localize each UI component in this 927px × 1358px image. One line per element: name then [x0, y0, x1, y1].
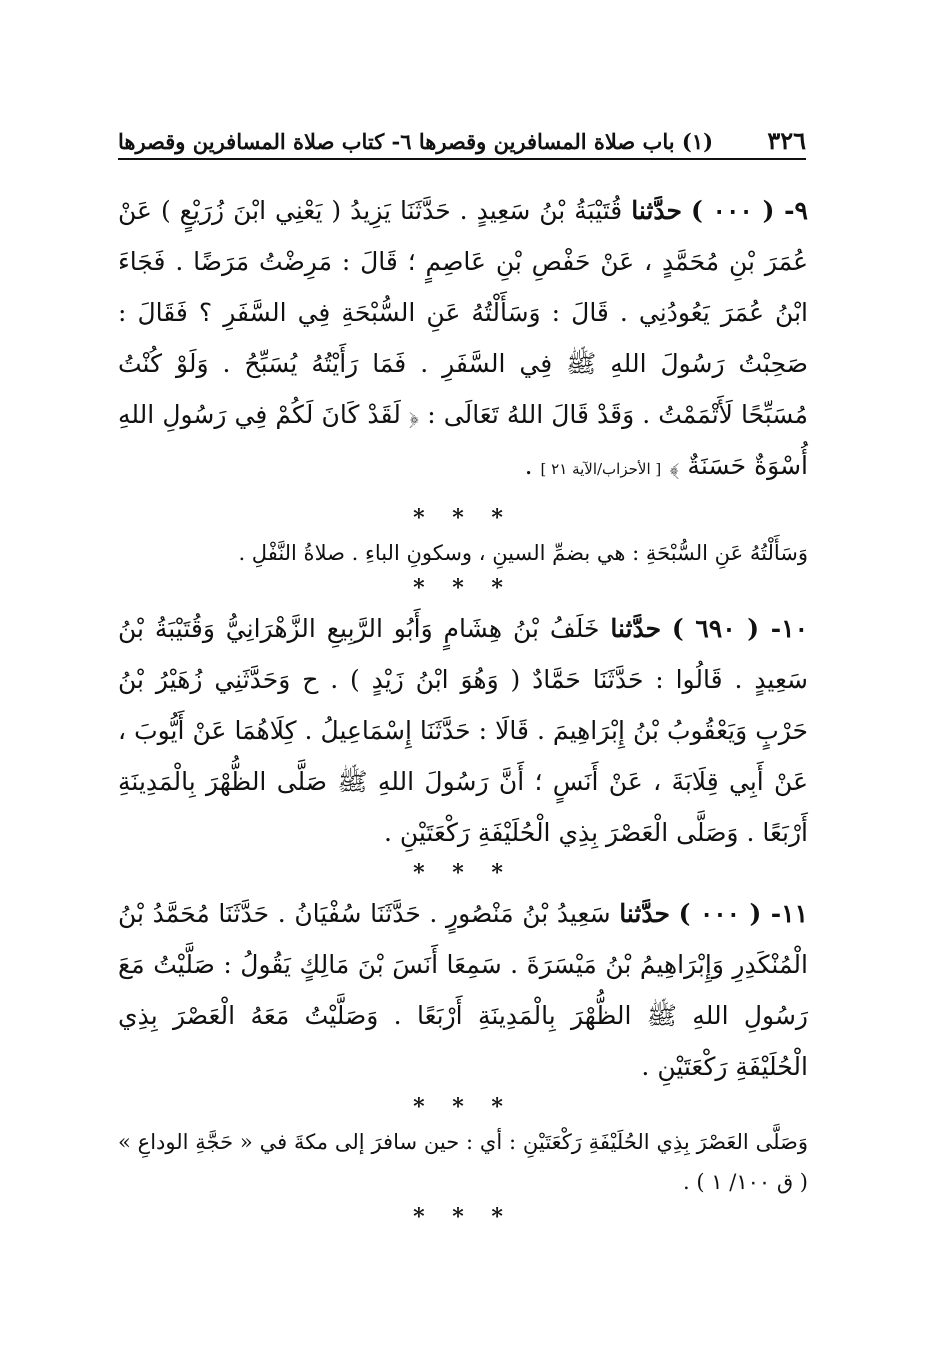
haddathana-word: حدَّثنا — [610, 614, 662, 643]
hadith-number: ١١- ( ٠٠٠ ) — [678, 899, 808, 928]
hadith-9 — [118, 185, 808, 495]
hadith-number: ١٠- ( ٦٩٠ ) — [671, 614, 808, 643]
quran-citation: [ الأحزاب/الآية ٢١ ] — [540, 460, 662, 478]
commentary-note: وَسَأَلْتُهُ عَنِ السُّبْحَةِ : هي بضمِّ السينِ ، وسكونِ الباءِ . صلاةُ النَّفْلِ . — [238, 541, 808, 565]
section-divider: * * * — [413, 575, 513, 601]
section-divider: * * * — [413, 1204, 513, 1230]
section-divider: * * * — [413, 860, 513, 886]
section-divider: * * * — [413, 505, 513, 531]
haddathana-word: حدَّثنا — [619, 899, 670, 928]
hadith-11 — [118, 888, 808, 1092]
hadith-10 — [118, 603, 808, 858]
hadith-end: . — [524, 451, 541, 480]
page-header — [118, 118, 806, 160]
hadith-text: خَلَفُ بْنُ هِشَامٍ وَأَبُو الرَّبِيعِ الزَّهْرَانِيُّ وَقُتَيْبَةُ بْنُ سَعِيدٍ . قَالُوا : حَدَّثَنَا حَمَّادٌ ( وَهُوَ ابْنُ زَيْدٍ ) . ح وَحَدَّثَنِي زُهَيْرُ بْنُ حَرْبٍ وَيَعْقُوبُ بْنُ إِبْرَاهِيمَ . قَالَا : حَدَّثَنَا إِسْمَاعِيلُ . كِلَاهُمَا عَنْ أَيُّوبَ ، عَنْ أَبِي قِلَابَةَ ، عَنْ أَنَسٍ ؛ أَنَّ رَسُولَ اللهِ ﷺ صَلَّى الظُّهْرَ بِالْمَدِينَةِ أَرْبَعًا . وَصَلَّى الْعَصْرَ بِذِي الْحُلَيْفَةِ رَكْعَتَيْنِ . — [118, 614, 808, 847]
running-title: (١) باب صلاة المسافرين وقصرها ٦- كتاب صلاة المسافرين وقصرها — [118, 129, 714, 154]
page-body — [118, 185, 808, 1232]
hadith-number: ٩- ( ٠٠٠ ) — [690, 196, 808, 225]
hadith-text: قُتَيْبَةُ بْنُ سَعِيدٍ . حَدَّثَنَا يَزِيدُ ( يَعْنِي ابْنَ زُرَيْعٍ ) عَنْ عُمَرَ بْنِ مُحَمَّدٍ ، عَنْ حَفْصِ بْنِ عَاصِمٍ ؛ قَالَ : مَرِضْتُ مَرَضًا . فَجَاءَ ابْنُ عُمَرَ يَعُودُنِي . قَالَ : وَسَأَلْتُهُ عَنِ السُّبْحَةِ فِي السَّفَرِ ؟ فَقَالَ : صَحِبْتُ رَسُولَ اللهِ ﷺ فِي السَّفَرِ . فَمَا رَأَيْتُهُ يُسَبِّحُ . وَلَوْ كُنْتُ مُسَبِّحًا لَأَتْمَمْتُ . وَقَدْ قَالَ اللهُ تَعَالَى : ﴿ لَقَدْ كَانَ لَكُمْ فِي رَسُولِ اللهِ أُسْوَةٌ حَسَنَةٌ ﴾ — [118, 196, 808, 480]
hadith-text: سَعِيدُ بْنُ مَنْصُورٍ . حَدَّثَنَا سُفْيَانُ . حَدَّثَنَا مُحَمَّدُ بْنُ الْمُنْكَدِرِ وَإِبْرَاهِيمُ بْنُ مَيْسَرَةَ . سَمِعَا أَنَسَ بْنَ مَالِكٍ يَقُولُ : صَلَّيْتُ مَعَ رَسُولِ اللهِ ﷺ الظُّهْرَ بِالْمَدِينَةِ أَرْبَعًا . وَصَلَّيْتُ مَعَهُ الْعَصْرَ بِذِي الْحُلَيْفَةِ رَكْعَتَيْنِ . — [118, 899, 808, 1081]
commentary-note: وَصَلَّى العَصْرَ بِذِي الحُلَيْفَةِ رَكْعَتَيْنِ : أي : حين سافرَ إلى مكةَ في « حَجَّةِ الوداعِ » ( ق ١٠٠/ ١ ) . — [118, 1130, 808, 1194]
haddathana-word: حدَّثنا — [631, 196, 682, 225]
page-number: ٣٢٦ — [767, 126, 806, 155]
section-divider: * * * — [413, 1094, 513, 1120]
